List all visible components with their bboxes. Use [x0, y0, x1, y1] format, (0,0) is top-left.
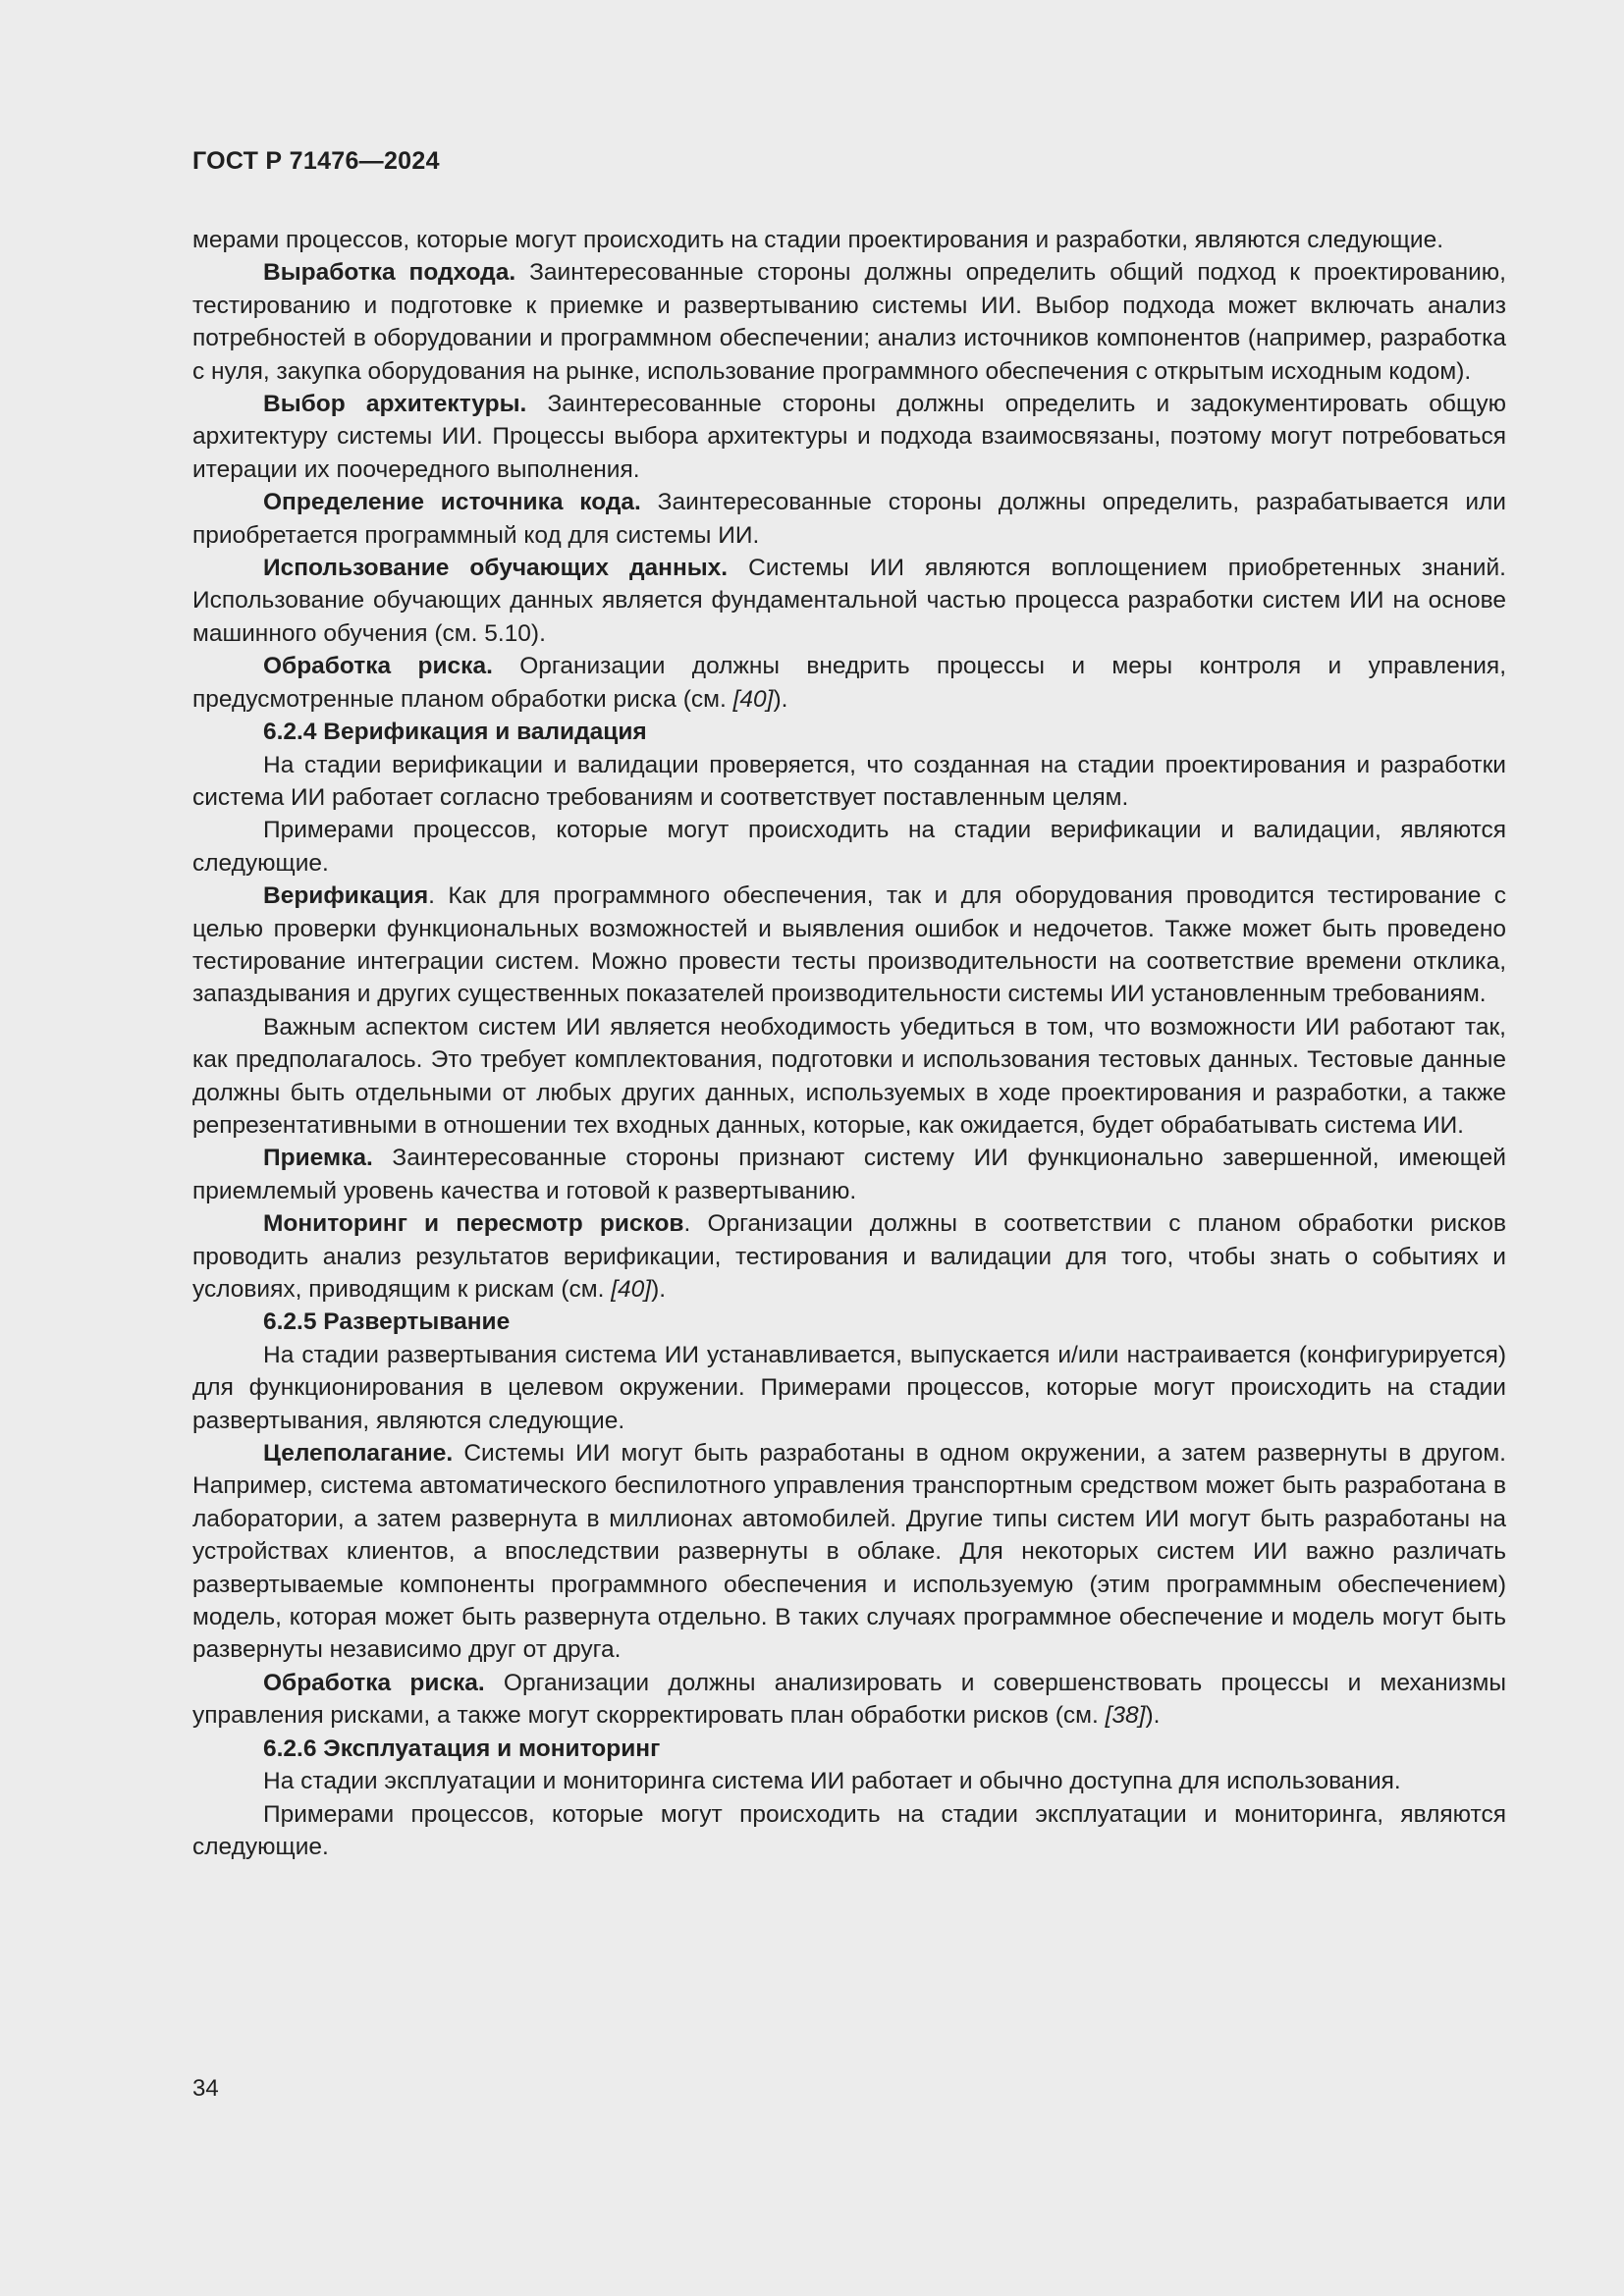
term: Целеполагание. — [263, 1440, 454, 1468]
page-number: 34 — [192, 2075, 219, 2102]
term: Выработка подхода. — [263, 259, 516, 287]
paragraph-text: . Как для программного обеспечения, так и для оборудования проводится тестирование с целью проверки функциональных возможностей и выявления ошибок и недочетов. Также может быть проведено тестирование интеграции систем. Можно провести тесты производительности на соответствие времени отклика, запаздывания и других существенных показателей производительности системы ИИ установленным требованиям. — [192, 882, 1506, 1008]
paragraph: мерами процессов, которые могут происходить на стадии проектирования и разработки, являются следующие. — [192, 227, 1444, 253]
paragraph-text: Заинтересованные стороны должны определить общий подход к проектированию, тестированию и подготовке к приемке и развертыванию системы ИИ. Выбор подхода может включать анализ потребностей в оборудовании и программном обеспечении; анализ источников компонентов (например, разработка с нуля, закупка оборудования на рынке, использование программного обеспечения с открытым исходным кодом). — [192, 259, 1506, 385]
term: Мониторинг и пересмотр рисков — [263, 1210, 684, 1238]
paragraph-text: Организации должны внедрить процессы и меры контроля и управления, предусмотренные планом обработки риска (см. — [192, 653, 1506, 713]
document-header: ГОСТ Р 71476—2024 — [192, 147, 440, 175]
reference: [40] — [611, 1276, 652, 1303]
paragraph-text: . Организации должны в соответствии с планом обработки рисков проводить анализ результатов верификации, тестирования и валидации для того, чтобы знать о событиях и условиях, приводящим к рискам (см. — [192, 1210, 1506, 1303]
term: Обработка риска. — [263, 653, 493, 680]
term: Приемка. — [263, 1145, 373, 1172]
paragraph-tail: ). — [651, 1276, 667, 1303]
document-body — [192, 224, 1506, 1863]
paragraph — [192, 256, 1506, 388]
paragraph: Примерами процессов, которые могут происходить на стадии верификации и валидации, являются следующие. — [192, 817, 1506, 877]
paragraph — [192, 1667, 1506, 1733]
paragraph — [192, 880, 1506, 1011]
paragraph: На стадии эксплуатации и мониторинга система ИИ работает и обычно доступна для использования. — [263, 1768, 1401, 1795]
term: Определение источника кода. — [263, 489, 641, 516]
paragraph-text: Системы ИИ могут быть разработаны в одном окружении, а затем развернуты в другом. Например, система автоматического беспилотного управления транспортным средством может быть разработана в лаборатории, а затем развернута в миллионах автомобилей. Другие типы систем ИИ могут быть разработаны на устройствах клиентов, а впоследствии развернуты в облаке. Для некоторых систем ИИ важно различать развертываемые компоненты программного обеспечения и используемую (этим программным обеспечением) модель, которая может быть развернута отдельно. В таких случаях программное обеспечение и модель могут быть развернуты независимо друг от друга. — [192, 1440, 1506, 1664]
reference: [40] — [732, 685, 774, 713]
paragraph — [192, 552, 1506, 650]
paragraph-text: Системы ИИ являются воплощением приобретенных знаний. Использование обучающих данных является фундаментальной частью процесса разработки систем ИИ на основе машинного обучения (см. 5.10). — [192, 555, 1506, 647]
paragraph — [192, 1437, 1506, 1667]
section-heading: 6.2.4 Верификация и валидация — [263, 719, 647, 746]
section-heading: 6.2.6 Эксплуатация и мониторинг — [263, 1735, 661, 1762]
paragraph: Важным аспектом систем ИИ является необходимость убедиться в том, что возможности ИИ работают так, как предполагалось. Это требует комплектования, подготовки и использования тестовых данных. Тестовые данные должны быть отдельными от любых других данных, используемых в ходе проектирования и разработки, а также репрезентативными в отношении тех входных данных, которые, как ожидается, будет обрабатывать система ИИ. — [192, 1013, 1506, 1139]
paragraph-tail: ). — [1145, 1702, 1161, 1730]
paragraph-tail: ). — [773, 685, 788, 713]
term: Верификация — [263, 882, 429, 910]
paragraph-text: Организации должны анализировать и совершенствовать процессы и механизмы управления рисками, а также могут скорректировать план обработки рисков (см. — [192, 1669, 1506, 1730]
paragraph-text: Заинтересованные стороны должны определить и задокументировать общую архитектуру системы ИИ. Процессы выбора архитектуры и подхода взаимосвязаны, поэтому могут потребоваться итерации их поочередного выполнения. — [192, 391, 1507, 483]
reference: [38] — [1105, 1702, 1146, 1730]
term: Обработка риска. — [263, 1669, 485, 1696]
paragraph — [192, 388, 1506, 486]
paragraph: На стадии развертывания система ИИ устанавливается, выпускается и/или настраивается (конфигурируется) для функционирования в целевом окружении. Примерами процессов, которые могут происходить на стадии развертывания, являются следующие. — [192, 1341, 1506, 1434]
paragraph — [192, 1142, 1506, 1207]
paragraph — [192, 650, 1506, 716]
paragraph — [192, 486, 1506, 552]
term: Использование обучающих данных. — [263, 555, 729, 582]
paragraph-text: Заинтересованные стороны должны определить, разрабатывается или приобретается программный код для системы ИИ. — [192, 489, 1506, 549]
section-heading: 6.2.5 Развертывание — [263, 1308, 511, 1336]
paragraph: На стадии верификации и валидации проверяется, что созданная на стадии проектирования и разработки система ИИ работает согласно требованиям и соответствует поставленным целям. — [192, 751, 1506, 811]
term: Выбор архитектуры. — [263, 391, 527, 418]
paragraph — [192, 1207, 1506, 1306]
paragraph: Примерами процессов, которые могут происходить на стадии эксплуатации и мониторинга, являются следующие. — [192, 1800, 1506, 1860]
paragraph-text: Заинтересованные стороны признают систему ИИ функционально завершенной, имеющей приемлемый уровень качества и готовой к развертыванию. — [192, 1145, 1506, 1204]
